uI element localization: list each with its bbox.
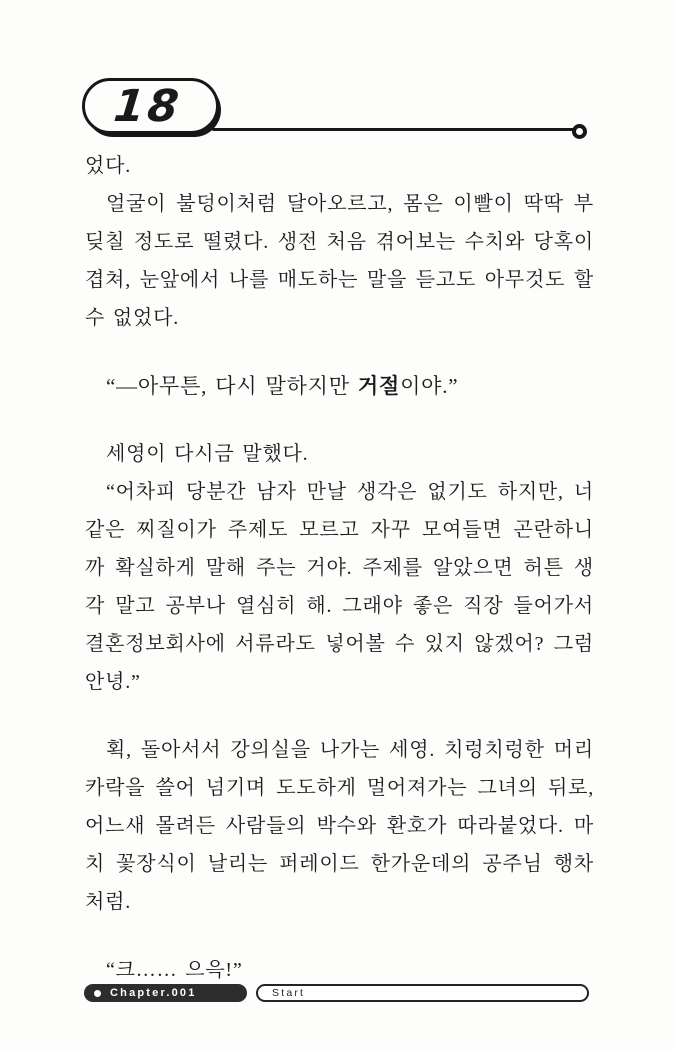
- chapter-badge: [84, 984, 247, 1002]
- paragraph: 획, 돌아서서 강의실을 나가는 세영. 치렁치렁한 머리카락을 쓸어 넘기며 도도하게 멀어져가는 그녀의 뒤로, 어느새 몰려든 사람들의 박수와 환호가 따라붙었다. 마치 꽃장식이 날리는 퍼레이드 한가운데의 공주님 행차처럼.: [85, 739, 594, 913]
- dialogue-emphasis: 거절: [357, 374, 401, 398]
- dialogue-line: [85, 367, 594, 405]
- start-badge: [256, 984, 589, 1002]
- body-text: [85, 147, 594, 989]
- page-number: 18: [111, 80, 184, 132]
- page-number-badge: [82, 78, 219, 134]
- paragraph: 세영이 다시금 말했다.: [106, 443, 309, 465]
- bullet-icon: [94, 990, 101, 997]
- paragraph-continuation: 었다.: [85, 155, 132, 177]
- header-rule-end-ring-icon: [572, 124, 587, 139]
- paragraph: 얼굴이 불덩이처럼 달아오르고, 몸은 이빨이 딱딱 부딪칠 정도로 떨렸다. 생전 처음 겪어보는 수치와 당혹이 겹쳐, 눈앞에서 나를 매도하는 말을 듣고도 아무것도 할 수 없었다.: [85, 193, 594, 329]
- header-rule: [212, 128, 576, 131]
- chapter-label: Chapter.001: [110, 987, 197, 999]
- dialogue-line: “크…… 으윽!”: [106, 959, 243, 981]
- dialogue-text: 이야.”: [400, 374, 459, 398]
- dialogue-paragraph: “어차피 당분간 남자 만날 생각은 없기도 하지만, 너 같은 찌질이가 주제도 모르고 자꾸 모여들면 곤란하니까 확실하게 말해 주는 거야. 주제를 알았으면 허튼 생각 말고 공부나 열심히 해. 그래야 좋은 직장 들어가서 결혼정보회사에 서류라도 넣어볼 수 있지 않겠어? 그럼 안녕.”: [85, 481, 594, 693]
- dialogue-text: “—아무튼, 다시 말하지만: [106, 374, 358, 398]
- start-label: Start: [272, 987, 306, 999]
